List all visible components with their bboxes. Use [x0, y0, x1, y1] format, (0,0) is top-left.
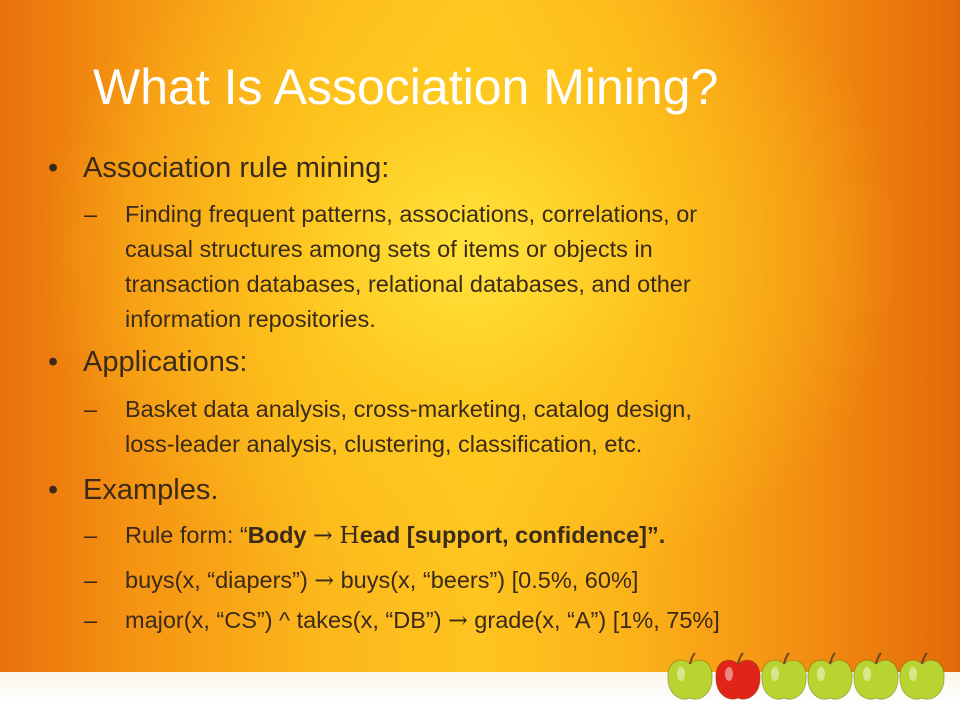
sub-bullet-marker: –: [84, 567, 98, 593]
sub-bullet-marker: –: [84, 201, 98, 227]
implies-arrow-icon: →: [448, 606, 468, 634]
text-line: information repositories.: [125, 306, 376, 332]
sub-bullet-marker: –: [84, 522, 98, 548]
text-line: causal structures among sets of items or objects in: [125, 236, 653, 262]
bullet-heading: Applications:: [83, 346, 248, 378]
slide-title: What Is Association Mining?: [93, 59, 719, 115]
rule-form-head-initial: H: [339, 521, 360, 549]
green-apple-icon: [900, 653, 944, 699]
bullet-marker: •: [48, 346, 59, 378]
sub-bullet-marker: –: [84, 607, 98, 633]
text-line: transaction databases, relational databases, and other: [125, 271, 691, 297]
bullet-heading: Examples.: [83, 474, 219, 506]
bullet-marker: •: [48, 474, 59, 506]
example-2-antecedent: major(x, “CS”) ^ takes(x, “DB”): [125, 607, 442, 633]
example-1-consequent: buys(x, “beers”) [0.5%, 60%]: [340, 567, 639, 593]
text-line: loss-leader analysis, clustering, classification, etc.: [125, 431, 643, 457]
implies-arrow-icon: →: [314, 566, 335, 594]
green-apple-icon: [854, 653, 898, 699]
rule-form-body: Body: [247, 522, 307, 548]
example-1-antecedent: buys(x, “diapers”): [125, 567, 308, 593]
text-line: Basket data analysis, cross-marketing, catalog design,: [125, 396, 692, 422]
rule-form-prefix: Rule form: “: [125, 522, 248, 548]
bullet-heading: Association rule mining:: [83, 152, 390, 184]
example-2-consequent: grade(x, “A”) [1%, 75%]: [474, 607, 720, 633]
rule-form-head-rest: ead [support, confidence]”.: [359, 522, 666, 548]
text-line: Finding frequent patterns, associations, correlations, or: [125, 201, 698, 227]
red-apple-icon: [716, 653, 760, 699]
implies-arrow-icon: →: [313, 521, 333, 549]
green-apple-icon: [808, 653, 852, 699]
bullet-marker: •: [48, 152, 59, 184]
apples-decoration: [660, 640, 960, 720]
sub-bullet-marker: –: [84, 396, 98, 422]
green-apple-icon: [762, 653, 806, 699]
green-apple-icon: [668, 653, 712, 699]
